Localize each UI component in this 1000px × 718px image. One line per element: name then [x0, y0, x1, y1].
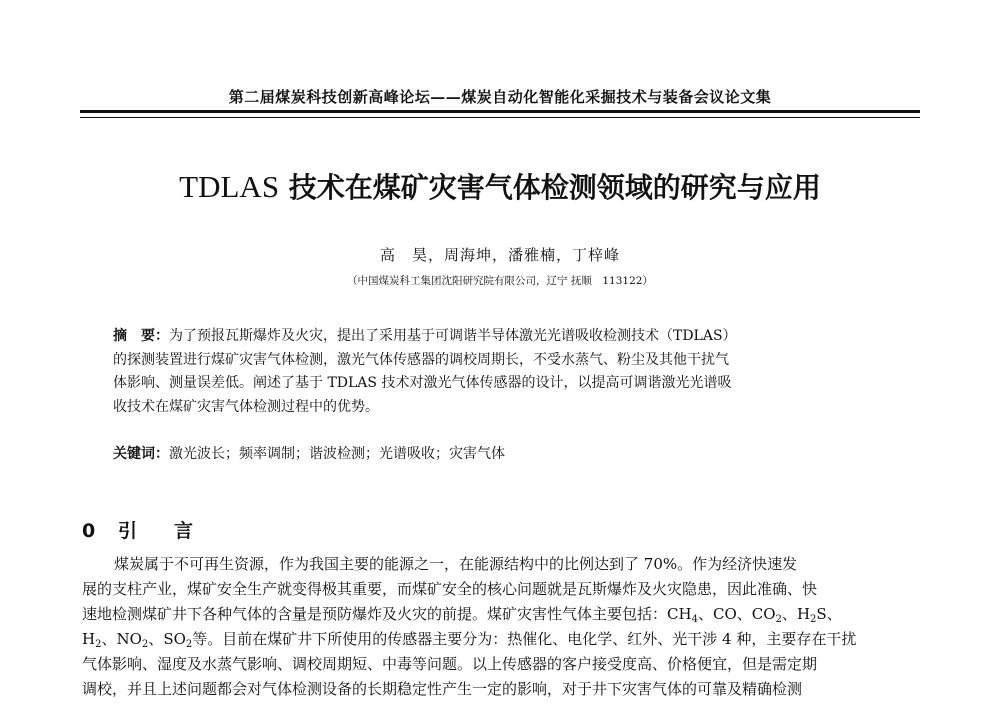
paper-title-latin: TDLAS [179, 169, 280, 204]
body-line-text: 等。目前在煤矿井下所使用的传感器主要分为：热催化、电化学、红外、光干涉 4 种，主要存在干扰 [192, 630, 857, 648]
formula-h2: $H_2$ [82, 630, 102, 650]
formula-co: CO [712, 605, 737, 623]
paper-title [60, 166, 940, 206]
running-head: 第二届煤炭科技创新高峰论坛——煤炭自动化智能化采掘技术与装备会议论文集 [228, 88, 772, 106]
section-number: 0 [82, 520, 96, 542]
body-line: 速地检测煤矿井下各种气体的含量是预防爆炸及火灾的前提。煤矿灾害性气体主要包括：$CH_4$、CO、$CO_2$、$H_2S$、 [82, 605, 842, 625]
paper-title-text: 技术在煤矿灾害气体检测领域的研究与应用 [279, 171, 821, 204]
section-heading [82, 516, 193, 543]
body-line: $H_2$、$NO_2$、$SO_2$等。目前在煤矿井下所使用的传感器主要分为：热催化、电化学、红外、光干涉 4 种，主要存在干扰 [82, 630, 857, 650]
body-line-text: 速地检测煤矿井下各种气体的含量是预防爆炸及火灾的前提。煤矿灾害性气体主要包括： [82, 605, 668, 623]
keywords-label: 关键词： [113, 446, 169, 462]
abstract-line: 的探测装置进行煤矿灾害气体检测，激光气体传感器的调校周期长，不受水蒸气、粉尘及其他干扰气 [113, 351, 729, 368]
formula-so2: $SO_2$ [163, 630, 193, 650]
formula-no2: $NO_2$ [116, 630, 149, 650]
keywords-text: 激光波长；频率调制；谐波检测；光谱吸收；灾害气体 [169, 446, 505, 462]
formula-ch4: $CH_4$ [667, 605, 698, 625]
formula-h2s: $H_2S$ [796, 605, 827, 625]
abstract-line: 体影响、测量误差低。阐述了基于 TDLAS 技术对激光气体传感器的设计，以提高可调谐激光光谱吸 [113, 375, 732, 392]
keywords [113, 443, 893, 463]
header-rule-thin [80, 117, 920, 118]
section-title-char: 言 [174, 520, 194, 542]
abstract-line [113, 325, 893, 349]
section-title-char: 引 [118, 520, 138, 542]
body-line: 展的支柱产业，煤矿安全生产就变得极其重要，而煤矿安全的核心问题就是瓦斯爆炸及火灾隐患，因此准确、快 [82, 580, 818, 598]
formula-co2: $CO_2$ [751, 605, 782, 625]
abstract-text: 为了预报瓦斯爆炸及火灾，提出了采用基于可调谐半导体激光光谱吸收检测技术（TDLAS） [169, 328, 737, 344]
body-text [82, 552, 922, 702]
abstract-line: 收技术在煤矿灾害气体检测过程中的优势。 [113, 398, 379, 415]
authors: 高 昊，周海坤，潘雅楠，丁梓峰 [379, 246, 620, 264]
abstract-label: 摘 要： [113, 328, 169, 344]
body-line: 调校，并且上述问题都会对气体检测设备的长期稳定性产生一定的影响，对于井下灾害气体的可靠及精确检测 [82, 680, 803, 698]
affiliation: （中国煤炭科工集团沈阳研究院有限公司，辽宁 抚顺 113122） [347, 275, 653, 287]
body-line: 气体影响、湿度及水蒸气影响、调校周期短、中毒等问题。以上传感器的客户接受度高、价格便宜，但是需定期 [82, 655, 818, 673]
header-rule-thick [80, 110, 920, 113]
abstract [113, 325, 893, 419]
body-line: 煤炭属于不可再生资源，作为我国主要的能源之一，在能源结构中的比例达到了 70%。作为经济快速发 [114, 555, 798, 573]
